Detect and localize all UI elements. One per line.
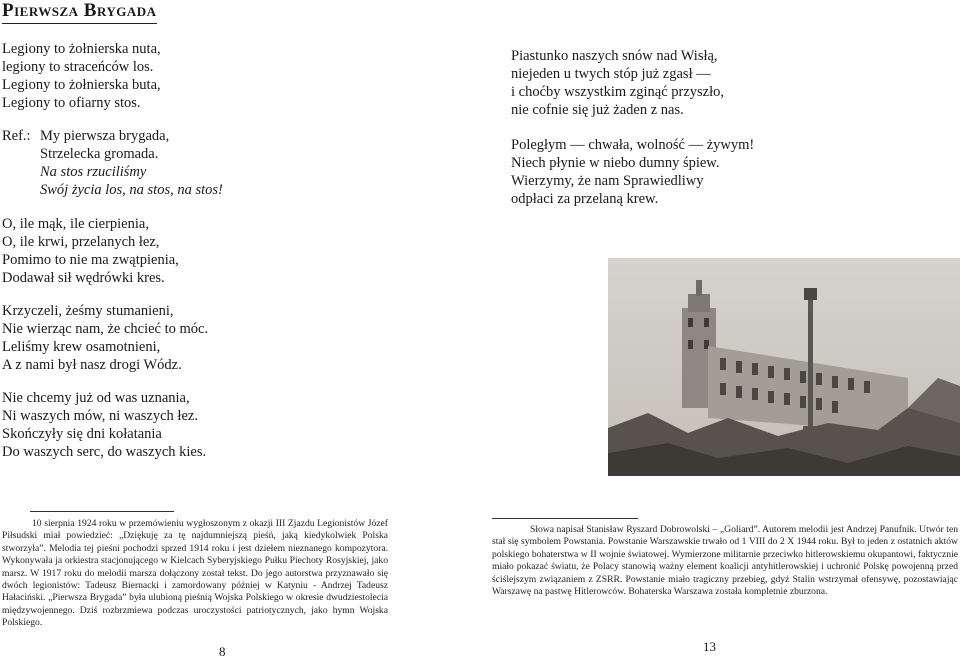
verse-line: Do waszych serc, do waszych kies. bbox=[2, 444, 207, 460]
verse-line: O, ile mąk, ile cierpienia, bbox=[2, 216, 149, 232]
footnote-right bbox=[492, 524, 958, 598]
refrain bbox=[2, 127, 223, 199]
stanza-3 bbox=[2, 302, 208, 374]
footnote-rule bbox=[30, 511, 174, 512]
verse-line: O, ile krwi, przelanych łez, bbox=[2, 234, 160, 250]
verse-line: Krzyczeli, żeśmy stumanieni, bbox=[2, 303, 174, 319]
footnote-rule bbox=[492, 518, 638, 519]
stanza-4 bbox=[2, 389, 206, 461]
verse-line: Dodawał sił wędrówki kres. bbox=[2, 270, 165, 286]
refrain-line-italic: Na stos rzuciliśmy bbox=[40, 164, 147, 180]
verse-line: Legiony to żołnierska buta, bbox=[2, 77, 161, 93]
verse-line: i choćby wszystkim zginąć przyszło, bbox=[511, 84, 725, 100]
page-number-right: 13 bbox=[703, 639, 716, 654]
verse-line: Pomimo to nie ma zwątpienia, bbox=[2, 252, 179, 268]
footnote-text: Słowa napisał Stanisław Ryszard Dobrowolski – „Goliard”. Autorem melodii jest Andrzej Panufnik. Utwór ten stał się symbolem Powstania. Powstanie Warszawskie trwało od 1 VIII do 2 X 1944 roku. Był to jeden z ostatnich aktów polskiego bohaterstwa w II wojnie światowej. Wymierzone militarnie przeciwko hitlerowskiemu okupantowi, faktycznie miało pokazać światu, że Polacy stanowią ważny element koalicji antyhitlerowskiej i uchronić Polskę powojenną przed ściślejszym związaniem z ZSRR. Powstanie miało tragiczny przebieg, gdyż Stalin wstrzymał ofensywę, pozostawiając Warszawę na pastwę Hitlerowców. Bohaterska Warszawa została kompletnie zburzona. bbox=[492, 524, 958, 598]
verse-line: Poległym — chwała, wolność — żywym! bbox=[511, 137, 755, 153]
verse-line: Skończyły się dni kołatania bbox=[2, 426, 162, 442]
refrain-line: Strzelecka gromada. bbox=[40, 146, 159, 162]
stanza-6 bbox=[511, 136, 754, 208]
refrain-label: Ref.: bbox=[2, 128, 31, 144]
stanza-5 bbox=[511, 47, 724, 119]
war-ruins-photo-illustration bbox=[608, 258, 960, 476]
verse-line: Wierzymy, że nam Sprawiedliwy bbox=[511, 173, 704, 189]
verse-line: A z nami był nasz drogi Wódz. bbox=[2, 357, 182, 373]
verse-line: Legiony to ofiarny stos. bbox=[2, 95, 141, 111]
verse-line: Piastunko naszych snów nad Wisłą, bbox=[511, 48, 718, 64]
page-title: Pierwsza Brygada bbox=[2, 0, 157, 24]
verse-line: Leliśmy krew osamotnieni, bbox=[2, 339, 161, 355]
verse-line: Legiony to żołnierska nuta, bbox=[2, 41, 161, 57]
refrain-line: My pierwsza brygada, bbox=[40, 128, 170, 144]
verse-line: Ni waszych mów, ni waszych łez. bbox=[2, 408, 198, 424]
stanza-2 bbox=[2, 215, 179, 287]
verse-line: Nie wierząc nam, że chcieć to móc. bbox=[2, 321, 209, 337]
verse-line: Niech płynie w niebo dumny śpiew. bbox=[511, 155, 720, 171]
footnote-text: 10 sierpnia 1924 roku w przemówieniu wygłoszonym z okazji III Zjazdu Legionistów Józef Piłsudski miał powiedzieć: „Dziękuję za tę najdumniejszą pieśń, jaką kiedykolwiek Polska stworzyła”. Melodia tej pieśni pochodzi sprzed 1914 roku i jest dziełem nieznanego kompozytora. Wykonywała ja orkiestra stacjonującego w Kielcach Syberyjskiego Pułku Piechoty Rosyjskiej, jako marsz. W 1917 roku do melodii marsza dołączony został tekst. Do jego autorstwa przyznawało się dwóch legionistów: Tadeusz Biernacki i zamordowany później w Katyniu - Andrzej Tadeusz Hałaciński. „Pierwsza Brygada” była ulubioną pieśnią Wojska Polskiego w okresie dwudziestolecia międzywojennego. Dziś rozbrzmiewa podczas uroczystości patriotycznych, jako hymn Wojska Polskiego. bbox=[2, 518, 388, 629]
verse-line: niejeden u twych stóp już zgasł — bbox=[511, 66, 711, 82]
verse-line: Nie chcemy już od was uznania, bbox=[2, 390, 190, 406]
refrain-line-italic: Swój życia los, na stos, na stos! bbox=[40, 182, 223, 198]
page-number-left: 8 bbox=[219, 644, 226, 659]
footnote-left bbox=[2, 518, 388, 630]
verse-line: legiony to straceńców los. bbox=[2, 59, 154, 75]
war-ruins-photo bbox=[608, 258, 960, 476]
stanza-1 bbox=[2, 40, 161, 112]
verse-line: odpłaci za przelaną krew. bbox=[511, 191, 659, 207]
verse-line: nie cofnie się już żaden z nas. bbox=[511, 102, 684, 118]
